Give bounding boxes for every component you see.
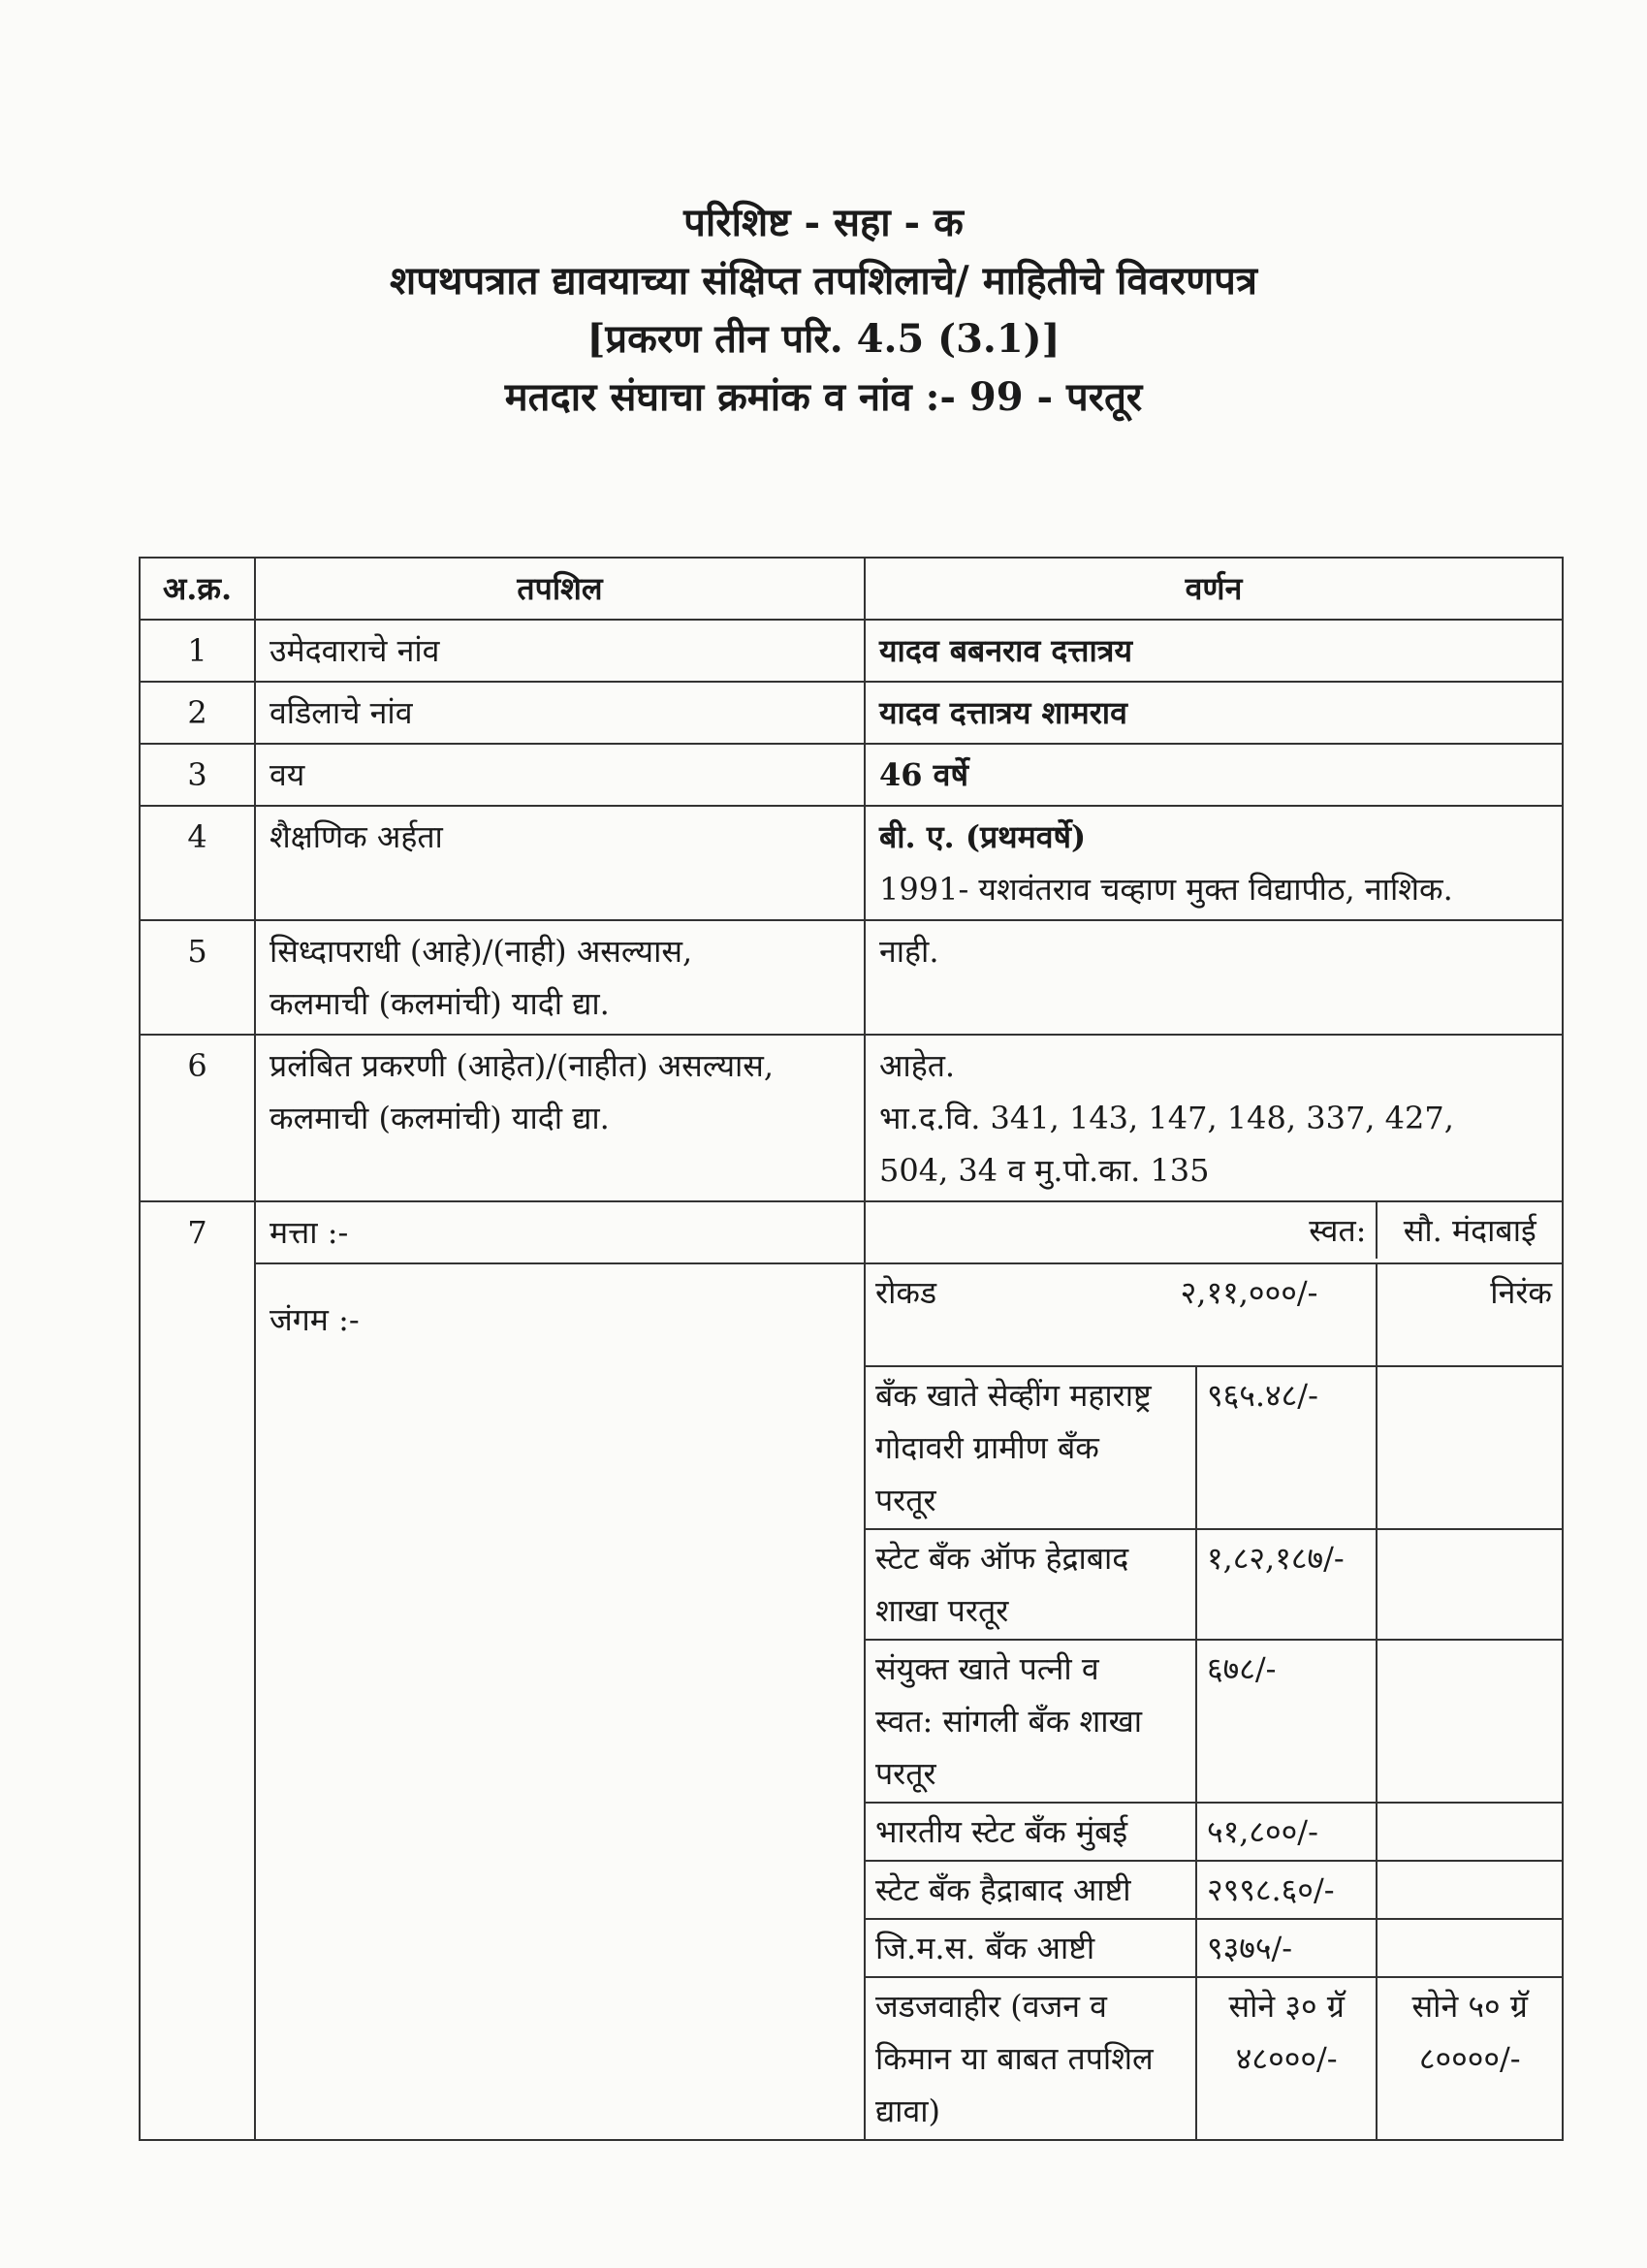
jewellery-label-continued: द्यावा) — [875, 2092, 941, 2129]
asset-self-value: २९९८.६०/- — [1196, 1861, 1378, 1919]
jewellery-self-weight: सोने ३० ग्रॅ — [1228, 1988, 1345, 2025]
row-detail-cell — [255, 920, 865, 1035]
row-detail: सिध्दापराधी (आहे)/(नाही) असल्यास, — [269, 933, 693, 970]
asset-label: स्टेट बँक हैद्राबाद आष्टी — [866, 1861, 1196, 1919]
constituency-title: मतदार संघाचा क्रमांक व नांव :- 99 - परतूर — [504, 374, 1143, 420]
asset-label-cell — [866, 1366, 1196, 1529]
jewellery-label: जडजवाहीर (वजन व — [875, 1988, 1107, 2025]
row-value-cell — [865, 1035, 1563, 1201]
cash-row — [866, 1264, 1562, 1366]
jewellery-spouse-cell — [1377, 1977, 1562, 2139]
asset-label: बँक खाते सेव्हींग महाराष्ट्र — [875, 1377, 1152, 1414]
row-detail: प्रलंबित प्रकरणी (आहेत)/(नाहीत) असल्यास, — [269, 1047, 775, 1084]
asset-spouse-value — [1377, 1529, 1562, 1640]
asset-spouse-value — [1377, 1366, 1562, 1529]
column-header-detail: तपशिल — [255, 558, 865, 620]
asset-row — [866, 1366, 1562, 1529]
appendix-title: परिशिष्ट - सहा - क — [683, 200, 964, 245]
table-row — [140, 744, 1563, 806]
asset-spouse-value — [1377, 1803, 1562, 1861]
row-detail-continued: कलमाची (कलमांची) यादी द्या. — [269, 985, 610, 1022]
education-institution: 1991- यशवंतराव चव्हाण मुक्त विद्यापीठ, नाशिक. — [879, 871, 1453, 908]
asset-label: स्टेट बँक ऑफ हेद्राबाद — [875, 1540, 1129, 1577]
assets-column-headers — [866, 1202, 1562, 1259]
cash-cell — [866, 1264, 1377, 1366]
assets-label: मत्ता :- — [255, 1201, 865, 1263]
row-value: यादव बबनराव दत्तात्रय — [865, 620, 1563, 682]
row-detail-continued: कलमाची (कलमांची) यादी द्या. — [269, 1100, 610, 1136]
row-detail-cell — [255, 1035, 865, 1201]
asset-spouse-value — [1377, 1861, 1562, 1919]
row-detail: शैक्षणिक अर्हता — [255, 806, 865, 920]
row-value: नाही. — [865, 920, 1563, 1035]
asset-label-cell — [866, 1529, 1196, 1640]
asset-label-continued: परतूर — [875, 1755, 936, 1792]
form-title: शपथपत्रात द्यावयाच्या संक्षिप्त तपशिलाचे/ माहितीचे विवरणपत्र — [390, 258, 1257, 303]
asset-self-value: ५१,८००/- — [1196, 1803, 1378, 1861]
jewellery-label-continued: किमान या बाबत तपशिल — [875, 2040, 1154, 2077]
asset-label-cell — [866, 1640, 1196, 1803]
asset-label: जि.म.स. बँक आष्टी — [866, 1919, 1196, 1977]
jewellery-self-value: ४८०००/- — [1235, 2040, 1338, 2077]
assets-columns-cell — [865, 1201, 1563, 1263]
asset-row — [866, 1529, 1562, 1640]
column-spouse: सौ. मंदाबाई — [1377, 1202, 1562, 1259]
row-number: 4 — [140, 806, 255, 920]
table-row — [140, 682, 1563, 744]
column-self: स्वत: — [866, 1202, 1377, 1259]
asset-label-continued: शाखा परतूर — [875, 1592, 1009, 1629]
details-table — [139, 557, 1564, 2141]
pending-sections-continued: 504, 34 व मु.पो.का. 135 — [879, 1152, 1210, 1189]
asset-spouse-value — [1377, 1919, 1562, 1977]
assets-row — [140, 1201, 1563, 1263]
row-value: यादव दत्तात्रय शामराव — [865, 682, 1563, 744]
chapter-reference: [प्रकरण तीन परि. 4.5 (3.1)] — [586, 316, 1061, 362]
row-number: 2 — [140, 682, 255, 744]
table-header-row — [140, 558, 1563, 620]
jewellery-row — [866, 1977, 1562, 2139]
jewellery-label-cell — [866, 1977, 1196, 2139]
asset-spouse-value — [1377, 1640, 1562, 1803]
education-degree: बी. ए. (प्रथमवर्षे) — [879, 818, 1087, 855]
asset-label-continued: स्वत: सांगली बँक शाखा — [875, 1703, 1143, 1740]
row-detail: उमेदवाराचे नांव — [255, 620, 865, 682]
column-header-description: वर्णन — [865, 558, 1563, 620]
asset-label-continued: परतूर — [875, 1482, 936, 1518]
asset-row — [866, 1640, 1562, 1803]
asset-self-value: ९३७५/- — [1196, 1919, 1378, 1977]
movable-assets-row — [140, 1263, 1563, 2140]
row-number: 3 — [140, 744, 255, 806]
pending-status: आहेत. — [879, 1047, 956, 1084]
table-row — [140, 1035, 1563, 1201]
asset-label: भारतीय स्टेट बँक मुंबई — [866, 1803, 1196, 1861]
jewellery-spouse-weight: सोने ५० ग्रॅ — [1411, 1988, 1528, 2025]
table-row — [140, 620, 1563, 682]
cash-label: रोकड — [875, 1274, 937, 1311]
table-row — [140, 920, 1563, 1035]
row-number: 5 — [140, 920, 255, 1035]
asset-label: संयुक्त खाते पत्नी व — [875, 1650, 1099, 1687]
asset-row — [866, 1803, 1562, 1861]
pending-sections: भा.द.वि. 341, 143, 147, 148, 337, 427, — [879, 1100, 1454, 1136]
movable-assets-cell — [865, 1263, 1563, 2140]
row-detail: वडिलाचे नांव — [255, 682, 865, 744]
asset-self-value: ६७८/- — [1196, 1640, 1378, 1803]
row-value: 46 वर्षे — [865, 744, 1563, 806]
row-number: 6 — [140, 1035, 255, 1201]
asset-self-value: १,८२,१८७/- — [1196, 1529, 1378, 1640]
cash-self-value: २,११,०००/- — [1180, 1274, 1318, 1311]
table-row — [140, 806, 1563, 920]
row-value-cell — [865, 806, 1563, 920]
asset-label-continued: गोदावरी ग्रामीण बँक — [875, 1429, 1099, 1466]
jewellery-self-cell — [1196, 1977, 1378, 2139]
row-number: 7 — [140, 1201, 255, 2140]
jewellery-spouse-value: ८००००/- — [1418, 2040, 1521, 2077]
document-header — [0, 194, 1647, 427]
row-number: 1 — [140, 620, 255, 682]
cash-spouse-value: निरंक — [1377, 1264, 1562, 1366]
asset-self-value: ९६५.४८/- — [1196, 1366, 1378, 1529]
movable-assets-label: जंगम :- — [255, 1263, 865, 2140]
asset-row — [866, 1861, 1562, 1919]
column-header-serial: अ.क्र. — [140, 558, 255, 620]
movable-assets-table — [866, 1264, 1562, 2139]
row-detail: वय — [255, 744, 865, 806]
asset-row — [866, 1919, 1562, 1977]
